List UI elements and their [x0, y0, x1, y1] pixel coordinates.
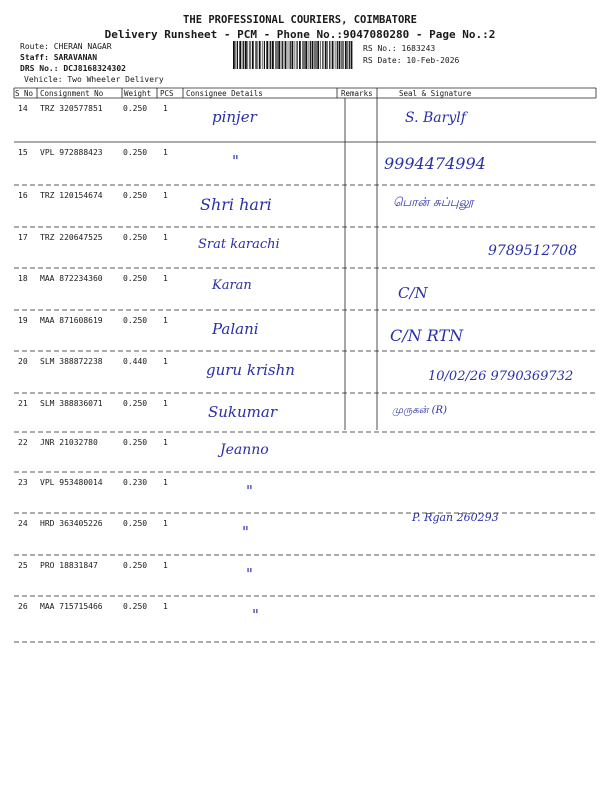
row-consignment-no: TRZ 220647525: [40, 233, 103, 242]
col-header-signature: Seal & Signature: [399, 89, 472, 98]
row-pcs: 1: [163, 104, 168, 113]
row-weight: 0.250: [123, 561, 148, 570]
staff-label: Staff: SARAVANAN: [20, 53, 98, 62]
row-sno: 21: [18, 399, 28, 408]
col-header-pcs: PCS: [160, 89, 174, 98]
row-sno: 19: [18, 316, 28, 325]
row-consignee-handwriting: Karan: [212, 278, 252, 293]
row-signature-handwriting: C/N: [398, 284, 428, 302]
row-sno: 18: [18, 274, 28, 283]
row-consignment-no: HRD 363405226: [40, 519, 103, 528]
row-sno: 15: [18, 148, 28, 157]
row-pcs: 1: [163, 357, 168, 366]
row-consignee-handwriting: ": [246, 565, 253, 583]
row-signature-handwriting: 10/02/26 9790369732: [428, 369, 574, 384]
row-consignee-handwriting: ": [242, 523, 249, 541]
route-label: Route: CHERAN NAGAR: [20, 42, 112, 51]
row-consignee-handwriting: ": [246, 482, 253, 500]
row-pcs: 1: [163, 316, 168, 325]
row-signature-handwriting: 9789512708: [488, 243, 578, 259]
row-sno: 25: [18, 561, 28, 570]
row-pcs: 1: [163, 399, 168, 408]
row-signature-handwriting: முருகன் (R): [392, 405, 447, 416]
row-signature-handwriting: 9994474994: [384, 154, 486, 173]
row-consignment-no: SLM 388836071: [40, 399, 103, 408]
row-sno: 14: [18, 104, 28, 113]
row-consignee-handwriting: Shri hari: [200, 195, 272, 214]
col-header-weight: Weight: [124, 89, 152, 98]
row-pcs: 1: [163, 148, 168, 157]
row-consignee-handwriting: guru krishn: [206, 361, 295, 379]
row-weight: 0.250: [123, 148, 148, 157]
row-weight: 0.250: [123, 602, 148, 611]
row-signature-handwriting: P. Rgan 260293: [412, 511, 499, 524]
row-sno: 26: [18, 602, 28, 611]
runsheet-title: Delivery Runsheet - PCM - Phone No.:9047080280 - Page No.:2: [104, 28, 496, 41]
row-consignment-no: TRZ 320577851: [40, 104, 103, 113]
row-weight: 0.250: [123, 519, 148, 528]
row-consignment-no: MAA 872234360: [40, 274, 103, 283]
row-consignment-no: MAA 871608619: [40, 316, 103, 325]
row-sno: 22: [18, 438, 28, 447]
row-weight: 0.250: [123, 191, 148, 200]
row-weight: 0.250: [123, 399, 148, 408]
row-signature-handwriting: S. Barylf: [405, 110, 466, 126]
row-consignee-handwriting: Srat karachi: [198, 237, 280, 252]
row-weight: 0.230: [123, 478, 148, 487]
row-consignment-no: VPL 953480014: [40, 478, 103, 487]
row-consignee-handwriting: Jeanno: [220, 442, 269, 458]
row-weight: 0.250: [123, 104, 148, 113]
company-title: THE PROFESSIONAL COURIERS, COIMBATORE: [183, 14, 417, 26]
row-consignment-no: SLM 388872238: [40, 357, 103, 366]
col-header-consignment: Consignment No: [40, 89, 104, 98]
row-pcs: 1: [163, 438, 168, 447]
row-pcs: 1: [163, 519, 168, 528]
row-pcs: 1: [163, 561, 168, 570]
row-consignee-handwriting: ": [252, 606, 259, 624]
row-sno: 24: [18, 519, 28, 528]
row-signature-handwriting: பொன் சுப்புலூ: [393, 195, 474, 209]
row-consignment-no: PRO 18831847: [40, 561, 98, 570]
row-weight: 0.250: [123, 274, 148, 283]
row-consignment-no: JNR 21032780: [40, 438, 98, 447]
col-header-sno: S No: [15, 89, 34, 98]
row-consignee-handwriting: Sukumar: [208, 403, 278, 421]
row-signature-handwriting: C/N RTN: [390, 326, 464, 345]
row-consignee-handwriting: ": [232, 152, 239, 170]
row-pcs: 1: [163, 478, 168, 487]
row-consignee-handwriting: Palani: [212, 320, 259, 338]
row-sno: 20: [18, 357, 28, 366]
row-consignment-no: MAA 715715466: [40, 602, 103, 611]
row-sno: 16: [18, 191, 28, 200]
row-weight: 0.440: [123, 357, 148, 366]
row-sno: 23: [18, 478, 28, 487]
row-pcs: 1: [163, 191, 168, 200]
drs-number: DRS No.: DCJ8168324302: [20, 64, 126, 73]
row-pcs: 1: [163, 602, 168, 611]
rs-date: RS Date: 10-Feb-2026: [363, 56, 460, 65]
row-consignment-no: TRZ 120154674: [40, 191, 103, 200]
col-header-consignee: Consignee Details: [186, 89, 263, 98]
rs-number: RS No.: 1683243: [363, 44, 436, 53]
row-consignee-handwriting: pinjer: [212, 108, 257, 126]
row-pcs: 1: [163, 274, 168, 283]
col-header-remarks: Remarks: [341, 89, 373, 98]
row-weight: 0.250: [123, 438, 148, 447]
row-weight: 0.250: [123, 316, 148, 325]
row-pcs: 1: [163, 233, 168, 242]
row-weight: 0.250: [123, 233, 148, 242]
vehicle-label: Vehicle: Two Wheeler Delivery: [24, 75, 164, 84]
row-consignment-no: VPL 972888423: [40, 148, 103, 157]
row-sno: 17: [18, 233, 28, 242]
